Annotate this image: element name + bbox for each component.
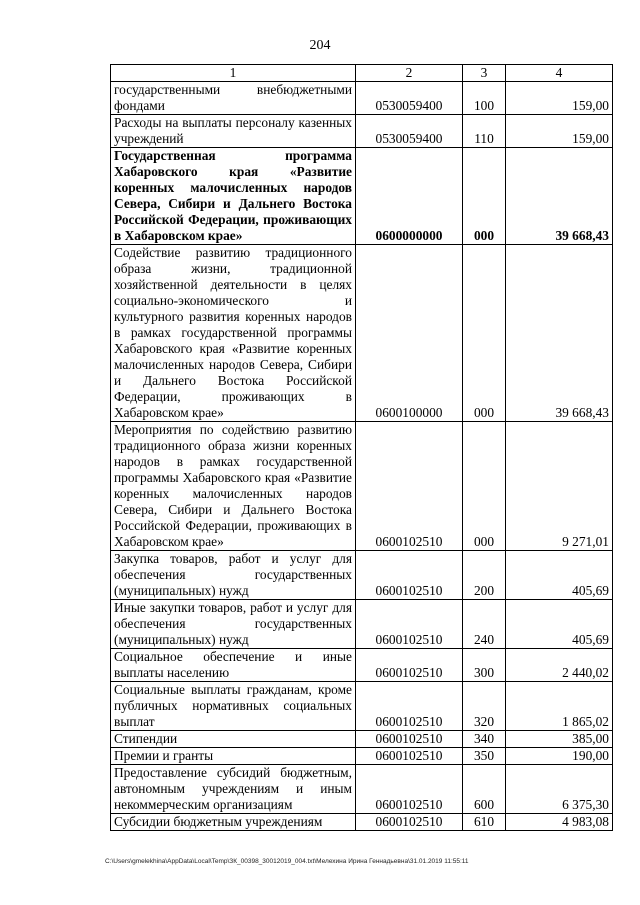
row-expense-type: 000	[463, 148, 506, 245]
row-expense-type: 320	[463, 682, 506, 731]
row-description: Субсидии бюджетным учреждениям	[111, 814, 356, 831]
row-expense-type: 350	[463, 748, 506, 765]
table-row	[111, 765, 613, 814]
row-target-code: 0600102510	[356, 731, 463, 748]
table-row	[111, 600, 613, 649]
row-expense-type: 200	[463, 551, 506, 600]
row-description: Содействие развитию традиционного образа жизни, традиционной хозяйственной деятельности в целях социально-экономического и культурного развития коренных народов в рамках государственной программы Хабаровского края «Развитие коренных малочисленных народов Севера, Сибири и Дальнего Востока Российской Федерации, проживающих в Хабаровском крае»	[111, 245, 356, 422]
header-cell-2: 2	[356, 65, 463, 82]
row-expense-type: 300	[463, 649, 506, 682]
table-row	[111, 551, 613, 600]
row-amount: 159,00	[506, 82, 613, 115]
row-description: Иные закупки товаров, работ и услуг для обеспечения государственных (муниципальных) нужд	[111, 600, 356, 649]
row-description: Закупка товаров, работ и услуг для обеспечения государственных (муниципальных) нужд	[111, 551, 356, 600]
table-row	[111, 748, 613, 765]
row-expense-type: 610	[463, 814, 506, 831]
table-row	[111, 682, 613, 731]
row-amount: 39 668,43	[506, 245, 613, 422]
row-expense-type: 000	[463, 422, 506, 551]
row-target-code: 0600000000	[356, 148, 463, 245]
row-target-code: 0600102510	[356, 682, 463, 731]
row-amount: 9 271,01	[506, 422, 613, 551]
row-description: Предоставление субсидий бюджетным, автономным учреждениям и иным некоммерческим организациям	[111, 765, 356, 814]
row-expense-type: 340	[463, 731, 506, 748]
row-target-code: 0600102510	[356, 551, 463, 600]
row-amount: 6 375,30	[506, 765, 613, 814]
row-description: государственными внебюджетными фондами	[111, 82, 356, 115]
row-target-code: 0530059400	[356, 82, 463, 115]
row-amount: 4 983,08	[506, 814, 613, 831]
row-description: Государственная программа Хабаровского края «Развитие коренных малочисленных народов Севера, Сибири и Дальнего Востока Российской Федерации, проживающих в Хабаровском крае»	[111, 148, 356, 245]
row-amount: 1 865,02	[506, 682, 613, 731]
row-target-code: 0600102510	[356, 422, 463, 551]
header-cell-1: 1	[111, 65, 356, 82]
row-expense-type: 240	[463, 600, 506, 649]
row-expense-type: 100	[463, 82, 506, 115]
table-row	[111, 649, 613, 682]
row-amount: 405,69	[506, 600, 613, 649]
row-target-code: 0600102510	[356, 600, 463, 649]
row-amount: 190,00	[506, 748, 613, 765]
table-row	[111, 814, 613, 831]
row-amount: 2 440,02	[506, 649, 613, 682]
file-path-footer: C:\Users\gmelekhina\AppData\Local\Temp\ЗК_00398_30012019_004.txt\Мелехина Ирина Геннадьевна\31.01.2019 11:55:11	[105, 858, 469, 865]
row-description: Социальное обеспечение и иные выплаты населению	[111, 649, 356, 682]
row-description: Премии и гранты	[111, 748, 356, 765]
table-row	[111, 82, 613, 115]
header-cell-4: 4	[506, 65, 613, 82]
table-row	[111, 115, 613, 148]
row-amount: 405,69	[506, 551, 613, 600]
budget-table	[110, 64, 613, 831]
row-amount: 159,00	[506, 115, 613, 148]
row-target-code: 0600100000	[356, 245, 463, 422]
row-expense-type: 110	[463, 115, 506, 148]
row-target-code: 0530059400	[356, 115, 463, 148]
table-row	[111, 148, 613, 245]
table-header-row	[111, 65, 613, 82]
row-target-code: 0600102510	[356, 814, 463, 831]
page-number: 204	[309, 38, 331, 53]
row-expense-type: 000	[463, 245, 506, 422]
row-target-code: 0600102510	[356, 748, 463, 765]
table-row	[111, 422, 613, 551]
row-description: Мероприятия по содействию развитию традиционного образа жизни коренных народов в рамках государственной программы Хабаровского края «Развитие коренных малочисленных народов Севера, Сибири и Дальнего Востока Российской Федерации, проживающих в Хабаровском крае»	[111, 422, 356, 551]
row-target-code: 0600102510	[356, 649, 463, 682]
row-description: Стипендии	[111, 731, 356, 748]
table-row	[111, 245, 613, 422]
table-row	[111, 731, 613, 748]
header-cell-3: 3	[463, 65, 506, 82]
row-expense-type: 600	[463, 765, 506, 814]
row-amount: 39 668,43	[506, 148, 613, 245]
row-description: Расходы на выплаты персоналу казенных учреждений	[111, 115, 356, 148]
row-description: Социальные выплаты гражданам, кроме публичных нормативных социальных выплат	[111, 682, 356, 731]
row-target-code: 0600102510	[356, 765, 463, 814]
row-amount: 385,00	[506, 731, 613, 748]
